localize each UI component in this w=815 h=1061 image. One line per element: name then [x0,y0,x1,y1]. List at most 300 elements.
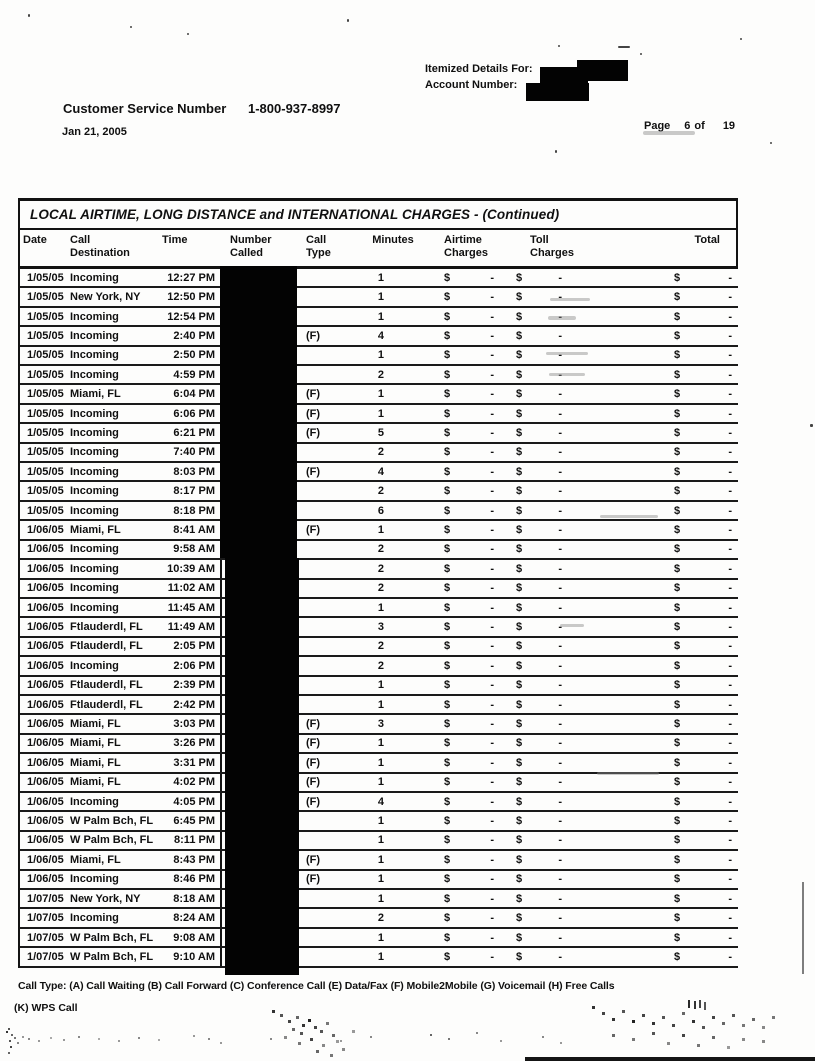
col-header-total: Total [694,234,720,246]
currency-symbol: $ [674,718,681,731]
call-row [20,502,738,521]
currency-symbol: $ [674,407,681,420]
scan-noise [8,1028,10,1030]
currency-symbol: $ [444,698,451,711]
currency-symbol: $ [674,698,681,711]
charge-amount: - [728,795,732,808]
total-charge [598,951,738,963]
call-type: (F) [306,388,321,401]
total-charge [598,757,738,769]
call-minutes: 4 [377,465,384,478]
currency-symbol: $ [674,950,681,963]
call-time: 8:18 AM [173,892,215,905]
call-row [20,851,738,870]
airtime-charge [434,466,512,478]
charge-amount: - [490,756,494,769]
airtime-charge [434,757,512,769]
charge-amount: - [558,562,562,575]
charge-amount: - [490,465,494,478]
call-time: 8:46 PM [173,873,215,886]
call-date: 1/06/05 [27,582,64,595]
total-charge [598,291,738,303]
call-minutes: 2 [377,485,384,498]
currency-symbol: $ [516,776,523,789]
call-row [20,521,738,540]
charge-amount: - [728,892,732,905]
currency-symbol: $ [516,853,523,866]
currency-symbol: $ [516,407,523,420]
airtime-charge [434,582,512,594]
currency-symbol: $ [444,679,451,692]
call-time: 6:06 PM [173,407,215,420]
currency-symbol: $ [674,601,681,614]
call-minutes: 2 [377,582,384,595]
call-row [20,482,738,501]
toll-charge [512,815,598,827]
call-minutes: 1 [377,523,384,536]
charge-amount: - [728,601,732,614]
call-row [20,871,738,890]
toll-charge [512,582,598,594]
currency-symbol: $ [444,523,451,536]
charge-amount: - [490,718,494,731]
currency-symbol: $ [516,659,523,672]
charge-amount: - [490,523,494,536]
call-destination: Incoming [70,659,119,672]
charge-amount: - [558,912,562,925]
currency-symbol: $ [516,543,523,556]
toll-charge [512,524,598,536]
scan-noise [688,1000,690,1008]
currency-symbol: $ [516,795,523,808]
call-date: 1/06/05 [27,601,64,614]
currency-symbol: $ [444,756,451,769]
currency-symbol: $ [674,621,681,634]
airtime-charge [434,718,512,730]
airtime-charge [434,563,512,575]
page-current: 6 [684,120,691,132]
total-charge [598,349,738,361]
charge-amount: - [490,582,494,595]
call-row [20,677,738,696]
charge-amount: - [558,601,562,614]
charge-amount: - [558,737,562,750]
charge-amount: - [558,873,562,886]
call-date: 1/05/05 [27,465,64,478]
currency-symbol: $ [444,815,451,828]
call-time: 4:05 PM [173,795,215,808]
currency-symbol: $ [674,815,681,828]
call-time: 8:18 PM [173,504,215,517]
airtime-charge [434,699,512,711]
charge-amount: - [490,388,494,401]
currency-symbol: $ [516,562,523,575]
total-charge [598,873,738,885]
currency-symbol: $ [444,465,451,478]
charge-amount: - [728,446,732,459]
call-date: 1/06/05 [27,776,64,789]
call-time: 6:21 PM [173,426,215,439]
currency-symbol: $ [516,640,523,653]
scan-smudge [597,772,659,775]
toll-charge [512,466,598,478]
currency-symbol: $ [674,446,681,459]
account-number-label: Account Number: [425,79,518,91]
currency-symbol: $ [674,679,681,692]
currency-symbol: $ [674,562,681,575]
charge-amount: - [728,698,732,711]
charge-amount: - [490,562,494,575]
charge-amount: - [728,485,732,498]
call-destination: Incoming [70,601,119,614]
currency-symbol: $ [674,834,681,847]
total-charge [598,621,738,633]
currency-symbol: $ [444,504,451,517]
toll-charge [512,485,598,497]
airtime-charge [434,427,512,439]
call-time: 12:54 PM [167,310,215,323]
toll-charge [512,543,598,555]
charge-amount: - [490,504,494,517]
call-time: 8:24 AM [173,912,215,925]
call-time: 8:11 PM [174,834,215,847]
call-date: 1/06/05 [27,543,64,556]
charge-amount: - [558,349,562,362]
call-date: 1/05/05 [27,368,64,381]
call-type: (F) [306,426,321,439]
charge-amount: - [490,407,494,420]
call-type: (F) [306,756,321,769]
call-type: (F) [306,737,321,750]
airtime-charge [434,330,512,342]
toll-charge [512,427,598,439]
toll-charge [512,796,598,808]
currency-symbol: $ [674,582,681,595]
currency-symbol: $ [674,795,681,808]
call-minutes: 1 [377,834,384,847]
charge-amount: - [558,465,562,478]
airtime-charge [434,679,512,691]
charge-amount: - [558,504,562,517]
charge-amount: - [558,640,562,653]
call-time: 4:59 PM [173,368,215,381]
call-time: 2:50 PM [173,349,215,362]
call-minutes: 1 [377,349,384,362]
call-date: 1/06/05 [27,834,64,847]
currency-symbol: $ [516,426,523,439]
currency-symbol: $ [444,271,451,284]
airtime-charge [434,272,512,284]
currency-symbol: $ [444,834,451,847]
total-charge [598,932,738,944]
total-charge [598,854,738,866]
charge-amount: - [558,310,562,323]
charge-amount: - [728,368,732,381]
airtime-charge [434,524,512,536]
charge-amount: - [728,504,732,517]
charge-amount: - [490,329,494,342]
currency-symbol: $ [516,621,523,634]
call-minutes: 1 [377,601,384,614]
currency-symbol: $ [674,873,681,886]
call-destination: Incoming [70,485,119,498]
call-minutes: 6 [377,504,384,517]
redacted-customer-name [577,60,628,81]
call-row [20,308,738,327]
call-destination: Incoming [70,504,119,517]
call-time: 3:03 PM [173,718,215,731]
call-destination: Miami, FL [70,718,121,731]
charge-amount: - [558,698,562,711]
call-date: 1/05/05 [27,485,64,498]
call-time: 8:03 PM [173,465,215,478]
currency-symbol: $ [516,465,523,478]
call-destination: W Palm Bch, FL [70,834,154,847]
call-destination: W Palm Bch, FL [70,931,154,944]
call-type: (F) [306,795,321,808]
page-total: 19 [722,120,736,132]
currency-symbol: $ [444,776,451,789]
call-row [20,735,738,754]
charge-amount: - [558,485,562,498]
charges-table-body [18,269,738,968]
call-minutes: 1 [377,776,384,789]
call-date: 1/07/05 [27,912,64,925]
charge-amount: - [728,659,732,672]
charge-amount: - [490,601,494,614]
call-destination: Incoming [70,426,119,439]
charge-amount: - [728,310,732,323]
charge-amount: - [490,446,494,459]
toll-charge [512,621,598,633]
currency-symbol: $ [444,368,451,381]
table-header-row [20,230,736,266]
call-minutes: 1 [377,931,384,944]
charge-amount: - [728,756,732,769]
charge-amount: - [728,815,732,828]
currency-symbol: $ [444,407,451,420]
call-minutes: 1 [377,756,384,769]
scan-smudge [550,298,590,301]
call-time: 12:50 PM [167,291,215,304]
total-charge [598,408,738,420]
call-date: 1/06/05 [27,756,64,769]
toll-charge [512,408,598,420]
call-row [20,774,738,793]
call-minutes: 2 [377,659,384,672]
call-date: 1/06/05 [27,795,64,808]
airtime-charge [434,640,512,652]
toll-charge [512,446,598,458]
customer-service-label: Customer Service Number [63,101,227,116]
call-date: 1/05/05 [27,310,64,323]
call-time: 11:49 AM [167,621,215,634]
total-charge [598,602,738,614]
charge-amount: - [558,388,562,401]
currency-symbol: $ [516,950,523,963]
charge-amount: - [728,582,732,595]
airtime-charge [434,485,512,497]
charge-amount: - [728,407,732,420]
currency-symbol: $ [516,368,523,381]
scan-smudge [548,316,576,320]
total-charge [598,834,738,846]
call-destination: Incoming [70,407,119,420]
call-date: 1/06/05 [27,873,64,886]
currency-symbol: $ [444,388,451,401]
toll-charge [512,776,598,788]
currency-symbol: $ [674,892,681,905]
currency-symbol: $ [674,426,681,439]
airtime-charge [434,369,512,381]
call-minutes: 4 [377,795,384,808]
currency-symbol: $ [444,621,451,634]
scan-speck [558,45,560,47]
wps-call-note: (K) WPS Call [14,1002,78,1014]
call-row [20,405,738,424]
airtime-charge [434,621,512,633]
call-destination: Incoming [70,582,119,595]
charge-amount: - [558,718,562,731]
currency-symbol: $ [674,388,681,401]
call-destination: New York, NY [70,291,141,304]
total-charge [598,815,738,827]
currency-symbol: $ [674,349,681,362]
charge-amount: - [728,718,732,731]
charge-amount: - [728,873,732,886]
charge-amount: - [490,892,494,905]
currency-symbol: $ [674,756,681,769]
toll-charge [512,388,598,400]
currency-symbol: $ [444,892,451,905]
scan-smudge [549,373,585,376]
charge-amount: - [728,543,732,556]
scan-smudge [546,352,588,355]
charge-amount: - [490,931,494,944]
charge-amount: - [558,523,562,536]
toll-charge [512,660,598,672]
airtime-charge [434,291,512,303]
total-charge [598,446,738,458]
charge-amount: - [728,621,732,634]
call-type: (F) [306,873,321,886]
charge-amount: - [558,756,562,769]
call-date: 1/06/05 [27,737,64,750]
total-charge [598,699,738,711]
col-header-call-type: Call Type [306,234,331,259]
currency-symbol: $ [516,504,523,517]
charge-amount: - [728,271,732,284]
call-destination: Incoming [70,562,119,575]
call-type: (F) [306,776,321,789]
charge-amount: - [490,640,494,653]
charge-amount: - [490,853,494,866]
currency-symbol: $ [516,931,523,944]
call-time: 12:27 PM [167,271,215,284]
call-row [20,793,738,812]
total-charge [598,369,738,381]
currency-symbol: $ [674,523,681,536]
charge-amount: - [558,659,562,672]
call-row [20,929,738,948]
charge-amount: - [558,426,562,439]
currency-symbol: $ [674,368,681,381]
call-destination: Incoming [70,795,119,808]
currency-symbol: $ [674,737,681,750]
call-date: 1/06/05 [27,621,64,634]
currency-symbol: $ [444,446,451,459]
charge-amount: - [728,931,732,944]
currency-symbol: $ [444,950,451,963]
call-minutes: 1 [377,388,384,401]
call-date: 1/05/05 [27,329,64,342]
airtime-charge [434,388,512,400]
call-time: 3:31 PM [173,756,215,769]
call-minutes: 5 [377,426,384,439]
call-destination: Incoming [70,912,119,925]
scan-speck [555,150,557,153]
total-charge [598,737,738,749]
charge-amount: - [558,776,562,789]
call-destination: Incoming [70,465,119,478]
currency-symbol: $ [516,601,523,614]
airtime-charge [434,737,512,749]
charge-amount: - [490,950,494,963]
call-time: 8:43 PM [173,853,215,866]
charge-amount: - [558,931,562,944]
call-date: 1/06/05 [27,640,64,653]
airtime-charge [434,951,512,963]
call-row [20,618,738,637]
call-minutes: 1 [377,815,384,828]
call-time: 9:10 AM [173,950,215,963]
call-row [20,269,738,288]
call-destination: Incoming [70,310,119,323]
charge-amount: - [558,795,562,808]
charge-amount: - [490,912,494,925]
toll-charge [512,330,598,342]
call-type: (F) [306,853,321,866]
call-date: 1/07/05 [27,892,64,905]
total-charge [598,582,738,594]
charge-amount: - [558,679,562,692]
charge-amount: - [728,349,732,362]
charge-amount: - [490,310,494,323]
currency-symbol: $ [444,853,451,866]
toll-charge [512,679,598,691]
charge-amount: - [558,329,562,342]
call-row [20,638,738,657]
toll-charge [512,932,598,944]
currency-symbol: $ [444,349,451,362]
call-minutes: 1 [377,873,384,886]
page-label: Page [644,120,671,132]
call-destination: Ftlauderdl, FL [70,621,143,634]
col-header-number-called: Number Called [230,234,272,259]
toll-charge [512,272,598,284]
call-destination: Miami, FL [70,776,121,789]
col-header-toll-charges: Toll Charges [530,234,575,259]
currency-symbol: $ [674,291,681,304]
charge-amount: - [728,853,732,866]
table-title: LOCAL AIRTIME, LONG DISTANCE and INTERNATIONAL CHARGES - (Continued) [20,201,736,230]
call-minutes: 2 [377,368,384,381]
charge-amount: - [490,485,494,498]
scan-noise [272,1010,275,1013]
call-time: 8:41 AM [173,523,215,536]
call-destination: Miami, FL [70,388,121,401]
currency-symbol: $ [444,737,451,750]
